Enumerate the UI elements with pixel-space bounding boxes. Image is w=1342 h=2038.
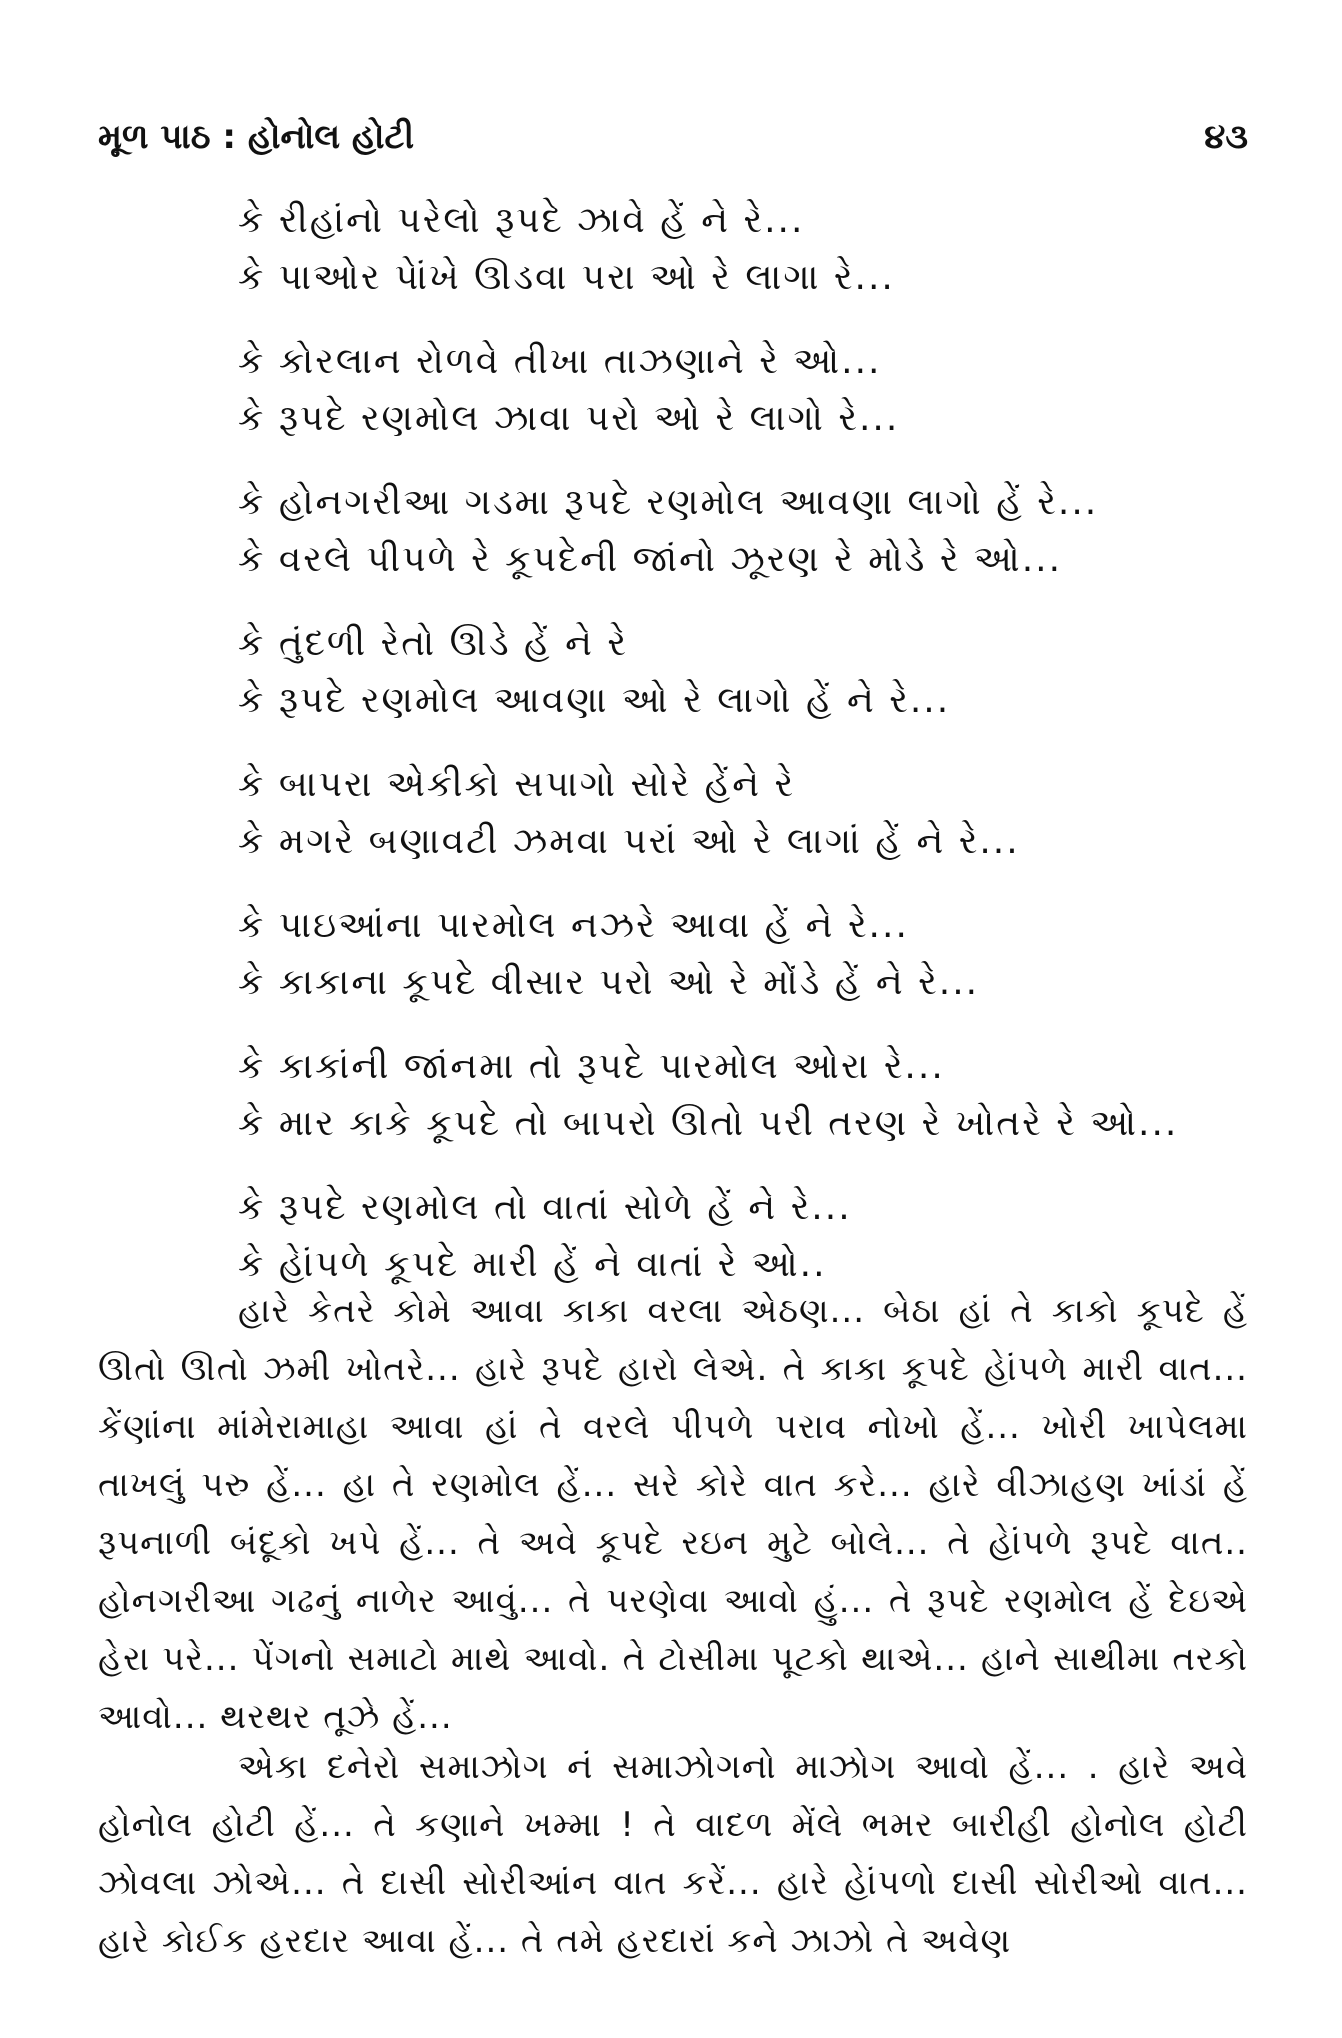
- verse-line: કે વરલે પીપળે રે કૂપદેની જાંનો ઝૂરણ રે મોડે રે ઓ...: [238, 539, 1063, 580]
- verse-line: કે પાઓર પેાંખે ઊડવા પરા ઓ રે લાગા રે...: [238, 257, 895, 298]
- page-header: [98, 112, 1248, 162]
- stanza: [238, 474, 1258, 588]
- prose-section: [98, 1282, 1248, 1746]
- prose-paragraph: એકા દનેરો સમાઝોગ નં સમાઝોગનો માઝોગ આવો હેં... . હારે અવે હોનોલ હોટી હેં... તે કણાને ખમ્મા ! તે વાદળ મેંલે ભમર બારીહી હોનોલ હોટી ઝોવલા ઝોએ... તે દાસી સોરીઆંન વાત કરેં... હારે હેાંપળો દાસી સોરીઓ વાત... હારે કોઈક હરદાર આવા હેં... તે તમે હરદારાં કને ઝાઝો તે અવેણ: [98, 1747, 1248, 1961]
- stanza: [238, 1179, 1258, 1293]
- verse-line: કે રીહાંનો પરેલો રૂપદે ઝાવે હેં ને રે...: [238, 200, 805, 241]
- verse-line: કે કાકાંની જાંનમા તો રૂપદે પારમોલ ઓરા રે...: [238, 1046, 945, 1087]
- verse-line: કે કાકાના કૂપદે વીસાર પરો ઓ રે મોંડે હેં ને રે...: [238, 962, 980, 1003]
- stanza: [238, 756, 1258, 870]
- verse-line: કે રૂપદે રણમોલ આવણા ઓ રે લાગો હેં ને રે...: [238, 680, 951, 721]
- stanza: [238, 897, 1258, 1011]
- verse-line: કે મગરે બણાવટી ઝમવા પરાં ઓ રે લાગાં હેં ને રે...: [238, 821, 1020, 862]
- verse-block: [238, 192, 1258, 1320]
- stanza: [238, 192, 1258, 306]
- verse-line: કે પાઇઆંના પારમોલ નઝરે આવા હેં ને રે...: [238, 905, 909, 946]
- stanza: [238, 615, 1258, 729]
- prose-section: [98, 1738, 1248, 1970]
- verse-line: કે બાપરા એકીકો સપાગો સોરે હેંને રે: [238, 764, 796, 805]
- verse-line: કે હેાંપળે કૂપદે મારી હેં ને વાતાં રે ઓ..: [238, 1244, 827, 1285]
- verse-line: કે રૂપદે રણમોલ ઝાવા પરો ઓ રે લાગો રે...: [238, 398, 900, 439]
- verse-line: કે તુંદળી રેતો ઊડે હેં ને રે: [238, 623, 628, 664]
- verse-line: કે માર કાકે કૂપદે તો બાપરો ઊતો પરી તરણ રે ખોતરે રે ઓ...: [238, 1103, 1179, 1144]
- page-number: ૪૩: [1204, 117, 1248, 157]
- prose-paragraph: હારે કેતરે કોમે આવા કાકા વરલા એઠણ... બેઠા હાં તે કાકો કૂપદે હેં ઊતો ઊતો ઝમી ખોતરે... હારે રૂપદે હારો લેએ. તે કાકા કૂપદે હેાંપળે મારી વાત... કેંણાંના માંમેરામાહા આવા હાં તે વરલે પીપળે પરાવ નોખો હેં... ખોરી ખાપેલમા તાખલું પરુ હેં... હા તે રણમોલ હેં... સરે કોરે વાત કરે... હારે વીઝાહણ ખાંડાં હેં રૂપનાળી બંદૂકો ખપે હેં... તે અવે કૂપદે રઇન મુટે બોલે... તે હેાંપળે રૂપદે વાત.. હોનગરીઆ ગઢનું નાળેર આવું... તે પરણેવા આવો હું... તે રૂપદે રણમોલ હેં દેઇએ હેરા પરે... પેંગનો સમાટો માથે આવો. તે ટોસીમા પૂટકો થાએ... હાને સાથીમા તરકો આવો... થરથર તૂઝે હેં...: [98, 1291, 1248, 1737]
- verse-line: કે રૂપદે રણમોલ તો વાતાં સોળે હેં ને રે...: [238, 1187, 852, 1228]
- running-title: મૂળ પાઠ : હોનોલ હોટી: [98, 117, 415, 157]
- stanza: [238, 1038, 1258, 1152]
- stanza: [238, 333, 1258, 447]
- verse-line: કે કોરલાન રોળવે તીખા તાઝણાને રે ઓ...: [238, 341, 882, 382]
- verse-line: કે હોનગરીઆ ગડમા રૂપદે રણમોલ આવણા લાગો હેં રે...: [238, 482, 1099, 523]
